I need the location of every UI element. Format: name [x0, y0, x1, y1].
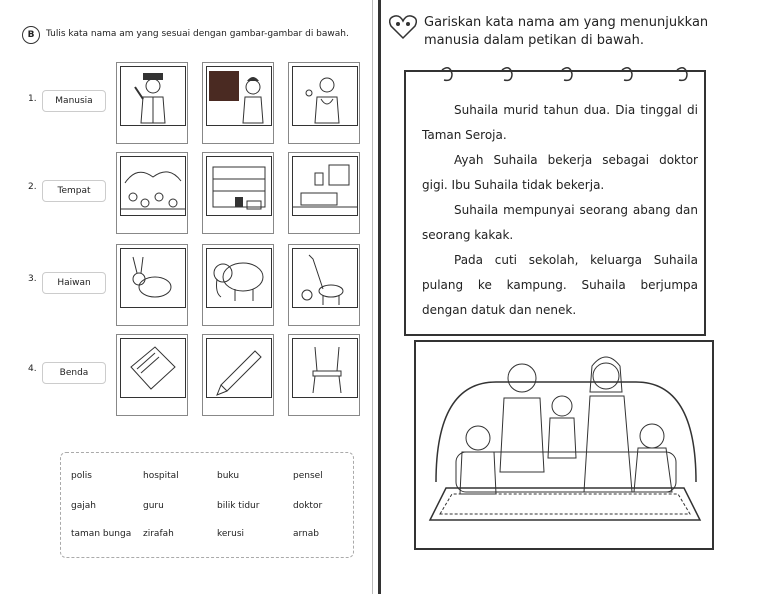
- exercise-title: [424, 14, 760, 50]
- row-label-haiwan: Haiwan: [42, 272, 106, 294]
- flower-garden-picture: [120, 156, 186, 216]
- word-bank-item: pensel: [293, 471, 323, 481]
- section-badge: B: [22, 26, 40, 44]
- rabbit-picture: [120, 248, 186, 308]
- hospital-picture: [206, 156, 272, 216]
- answer-cell[interactable]: [202, 244, 274, 326]
- row-number: 4.: [28, 364, 37, 374]
- answer-cell[interactable]: [202, 62, 274, 144]
- word-bank-item: hospital: [143, 471, 179, 481]
- answer-cell[interactable]: [202, 334, 274, 416]
- giraffe-picture: [292, 248, 358, 308]
- book-picture: [120, 338, 186, 398]
- notebook-rings: [422, 66, 722, 86]
- title-line-1: Gariskan kata nama am yang menunjukkan: [424, 15, 709, 30]
- answer-cell[interactable]: [288, 152, 360, 234]
- answer-cell[interactable]: [116, 244, 188, 326]
- word-bank-item: gajah: [71, 501, 96, 511]
- passage-paragraph: Ayah Suhaila bekerja sebagai doktor gigi. Ibu Suhaila tidak bekerja.: [422, 153, 698, 192]
- word-bank-item: guru: [143, 501, 164, 511]
- teacher-picture: [206, 66, 272, 126]
- word-bank-item: doktor: [293, 501, 323, 511]
- instruction-text: Tulis kata nama am yang sesuai dengan gambar-gambar di bawah.: [46, 29, 349, 39]
- word-bank-item: arnab: [293, 529, 319, 539]
- answer-cell[interactable]: [116, 152, 188, 234]
- answer-cell[interactable]: [288, 62, 360, 144]
- row-number: 2.: [28, 182, 37, 192]
- chair-picture: [292, 338, 358, 398]
- row-label-tempat: Tempat: [42, 180, 106, 202]
- answer-cell[interactable]: [116, 62, 188, 144]
- row-label-benda: Benda: [42, 362, 106, 384]
- word-bank: [60, 452, 354, 558]
- passage-notebook: [404, 70, 706, 336]
- passage-paragraph: Pada cuti sekolah, keluarga Suhaila pulang ke kampung. Suhaila berjumpa dengan datuk dan nenek.: [422, 253, 698, 317]
- policeman-picture: [120, 66, 186, 126]
- answer-cell[interactable]: [202, 152, 274, 234]
- heart-icon: [388, 14, 418, 40]
- doctor-picture: [292, 66, 358, 126]
- pencil-picture: [206, 338, 272, 398]
- passage-paragraph: Suhaila murid tahun dua. Dia tinggal di Taman Seroja.: [422, 103, 698, 142]
- title-line-2: manusia dalam petikan di bawah.: [424, 33, 644, 48]
- word-bank-item: kerusi: [217, 529, 245, 539]
- row-number: 3.: [28, 274, 37, 284]
- family-illustration: [414, 340, 714, 550]
- row-label-manusia: Manusia: [42, 90, 106, 112]
- elephant-picture: [206, 248, 272, 308]
- bedroom-picture: [292, 156, 358, 216]
- row-number: 1.: [28, 94, 37, 104]
- answer-cell[interactable]: [288, 244, 360, 326]
- word-bank-item: taman bunga: [71, 529, 132, 539]
- word-bank-item: zirafah: [143, 529, 174, 539]
- left-page: [0, 0, 378, 594]
- answer-cell[interactable]: [116, 334, 188, 416]
- passage-paragraph: Suhaila mempunyai seorang abang dan seorang kakak.: [422, 203, 698, 242]
- word-bank-item: polis: [71, 471, 92, 481]
- right-page: [380, 0, 768, 594]
- word-bank-item: buku: [217, 471, 240, 481]
- word-bank-item: bilik tidur: [217, 501, 260, 511]
- answer-cell[interactable]: [288, 334, 360, 416]
